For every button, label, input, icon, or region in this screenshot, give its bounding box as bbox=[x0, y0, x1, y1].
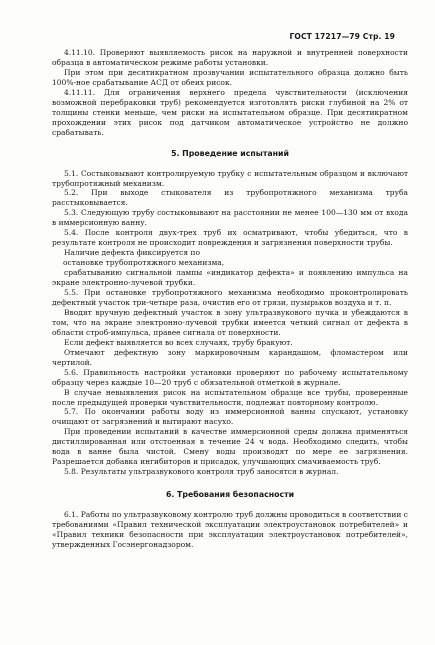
list-item: срабатыванию сигнальной лампы «индикатор дефекта» и появлению импульса на экране электронно-лучевой трубки. bbox=[52, 268, 408, 288]
paragraph: В случае невыявления рисок на испытательном образце все трубы, проверенные после предыдущей проверки чувствительности, подлежат повторному контролю. bbox=[52, 387, 408, 407]
section-5-heading: 5. Проведение испытаний bbox=[171, 148, 289, 158]
paragraph-4-11-11: 4.11.11. Для ограничения верхнего предела чувствительности (исключения возможной перебраковки труб) рекомендуется изготовлять риски глубиной на 2% от толщины стенки меньше, чем риски на испытательном образце. При десятикратном прохождении этих рисок под датчиком автоматическое устройство не должно срабатывать. bbox=[52, 87, 408, 137]
page-header: ГОСТ 17217—79 Стр. 19 bbox=[289, 32, 395, 41]
paragraph-5-5: 5.5. При остановке трубопротяжного механизма необходимо проконтролировать дефектный участок три-четыре раза, очистив его от грязи, пузырьков воздуха и т. п. bbox=[52, 288, 408, 307]
list-item: остановке трубопротяжного механизма, bbox=[63, 258, 225, 268]
paragraph-5-3: 5.3. Следующую трубу состыковывают на расстоянии не менее 100—130 мм от входа в иммерсионную ванну. bbox=[52, 208, 408, 228]
paragraph-6-1: 6.1. Работы по ультразвуковому контролю труб должны проводиться в соответствии с требованиями «Правил технической эксплуатации электроустановок потребителей» и «Правил техники безопасности при эксплуатации электроустановок потребителей», утвержденных Госэнергонадзором. bbox=[52, 510, 408, 549]
paragraph-5-1: 5.1. Состыковывают контролируемую трубку с испытательным образцом и включают трубопротяжный механизм. bbox=[52, 168, 408, 188]
paragraph: При проведении испытаний в качестве иммерсионной среды должна применяться дистиллированная или отстоенная в течение 24 ч вода. Необходимо следить, чтобы вода в ванне была чистой. Смену воды производят по мере ее загрязнения. Разрешается добавка ингибиторов и присадок, улучшающих смачиваемость труб. bbox=[52, 427, 408, 467]
paragraph: Если дефект выявляется во всех случаях, трубу бракуют. bbox=[64, 337, 293, 347]
paragraph: Наличие дефекта фиксируется по bbox=[64, 248, 200, 258]
document-body bbox=[52, 48, 408, 550]
paragraph-5-6: 5.6. Правильность настройки установки проверяют по рабочему испытательному образцу через каждые 10—20 труб с обязательной отметкой в журнале. bbox=[52, 367, 408, 387]
paragraph-5-2: 5.2. При выходе стыкователя из трубопротяжного механизма труба расстыковывается. bbox=[52, 188, 408, 208]
paragraph-5-8: 5.8. Результаты ультразвукового контроля труб заносятся в журнал. bbox=[64, 467, 339, 477]
paragraph: Отмечают дефектную зону маркировочным карандашом, фломастером или чертилой. bbox=[52, 347, 408, 367]
paragraph-4-11-10: 4.11.10. Проверяют выявляемость рисок на наружной и внутренней поверхности образца в автоматическом режиме работы установки. bbox=[52, 48, 408, 67]
paragraph: Вводят вручную дефектный участок в зону ультразвукового пучка и убеждаются в том, что на экране электронно-лучевой трубки имеется четкий сигнал от дефекта в области строб-импульса, правее сигнала от поверхности. bbox=[52, 307, 408, 337]
section-6-heading: 6. Требования безопасности bbox=[165, 490, 295, 500]
paragraph-5-4: 5.4. После контроля двух-трех труб их осматривают, чтобы убедиться, что в результате контроля не происходит повреждения и загрязнения поверхности трубы. bbox=[52, 228, 408, 248]
paragraph-5-7: 5.7. По окончании работы воду из иммерсионной ванны спускают, установку очищают от загрязнений и вытирают насухо. bbox=[52, 407, 408, 427]
paragraph: При этом при десятикратном прозвучании испытательного образца должно быть 100%-ное срабатывание АСД от обеих рисок. bbox=[52, 67, 408, 87]
